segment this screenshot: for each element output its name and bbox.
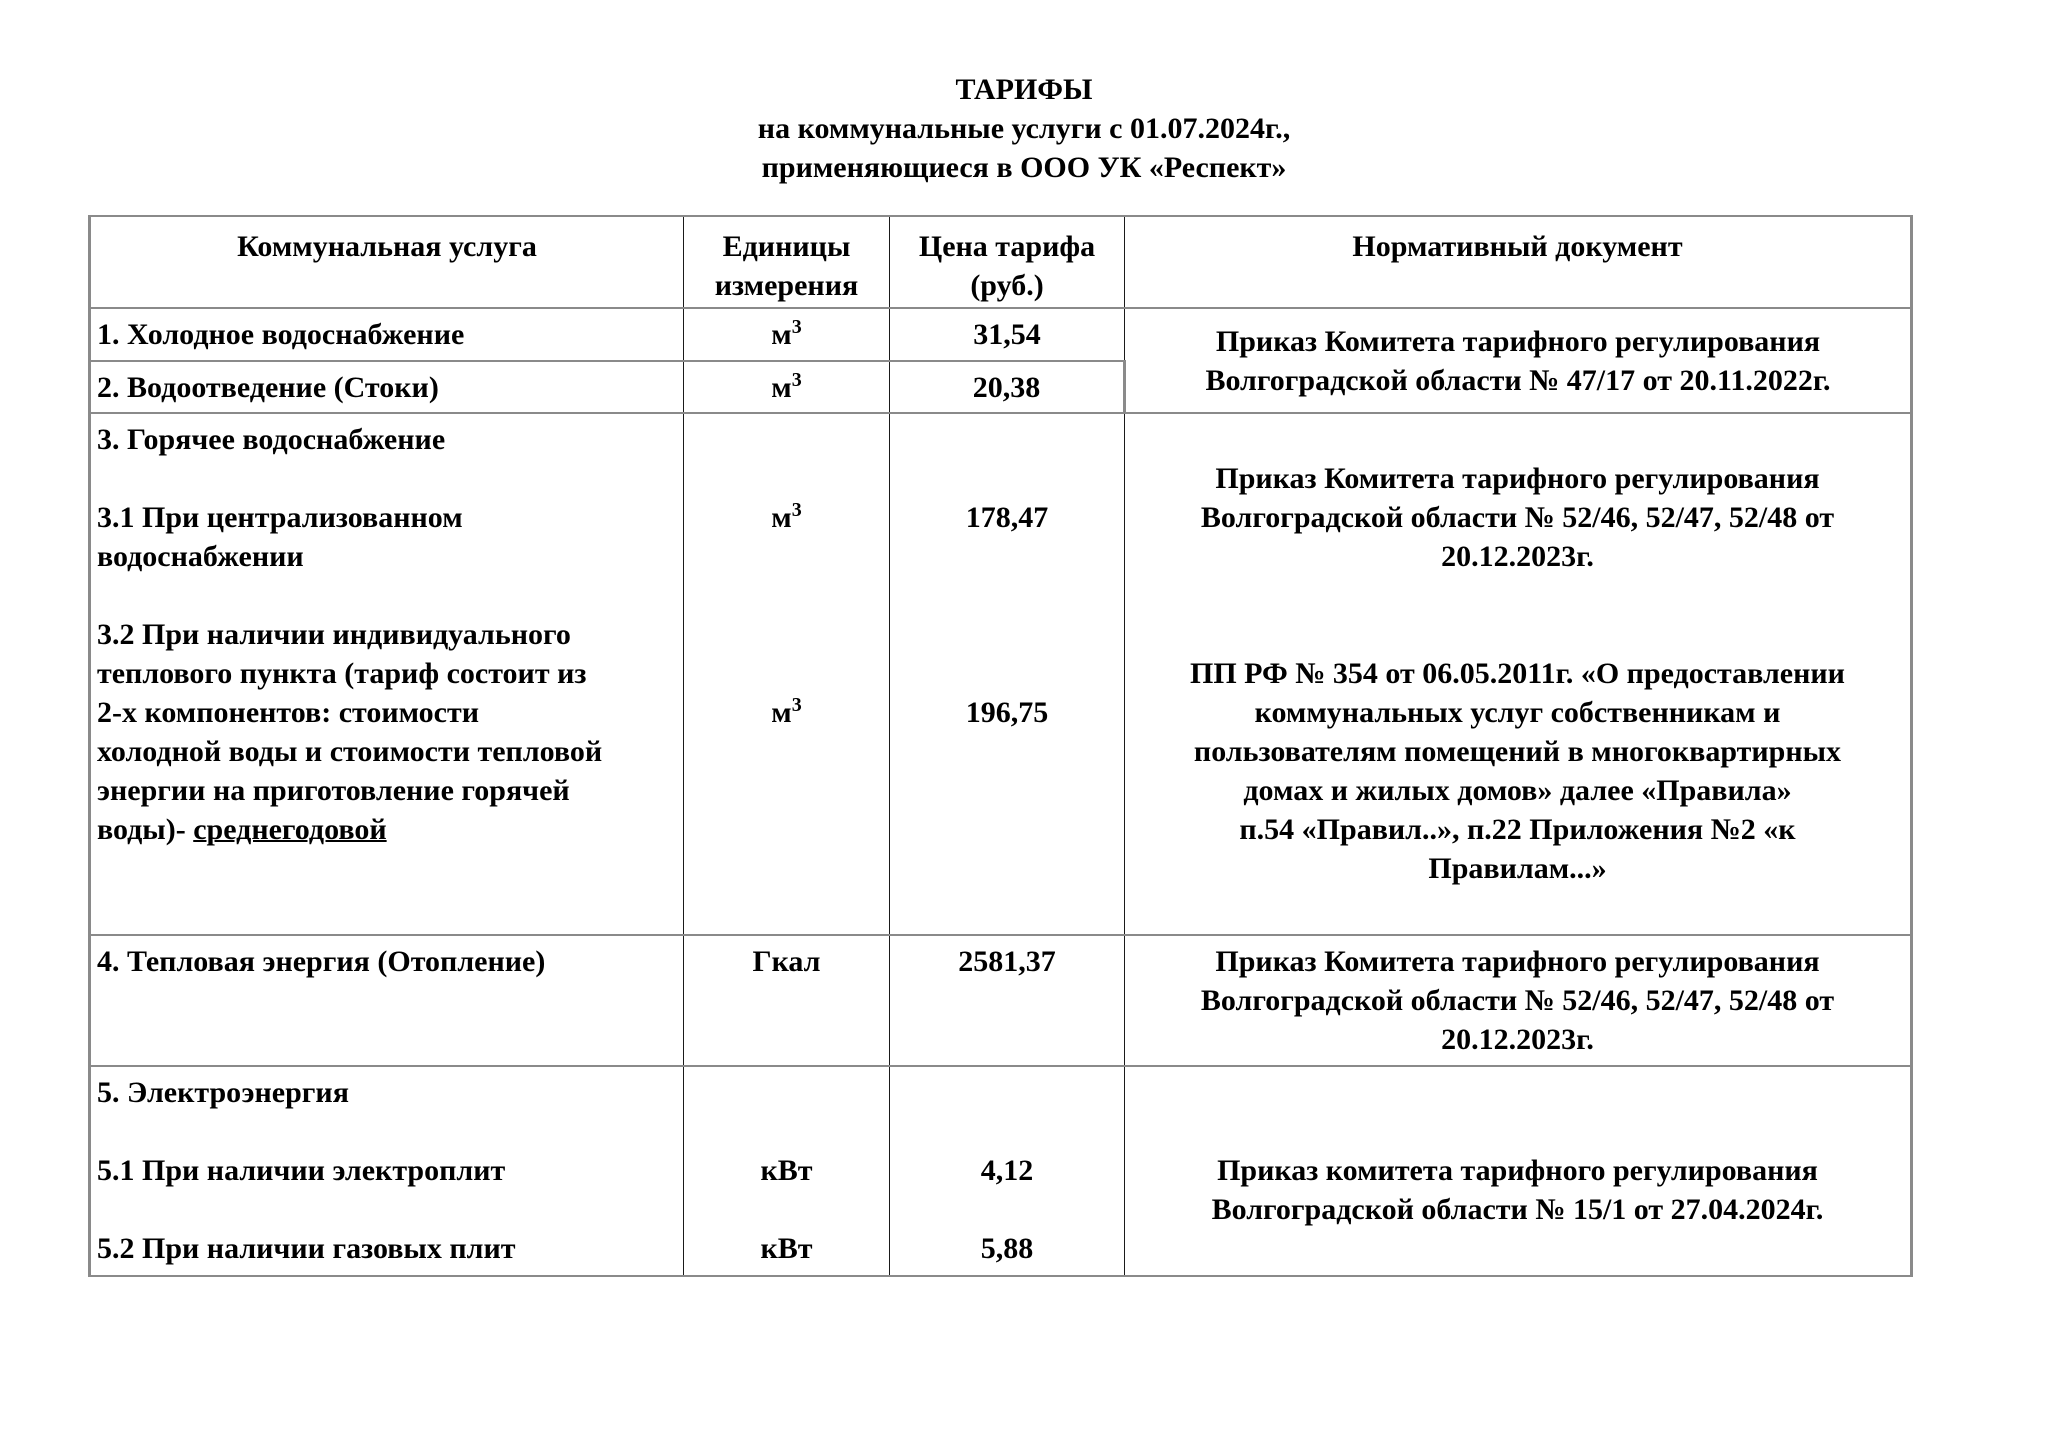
subservice-label: 2-х компонентов: стоимости xyxy=(97,696,480,729)
document-title: ТАРИФЫ xyxy=(955,73,1093,106)
service-cell xyxy=(90,361,684,413)
unit-label: м xyxy=(771,371,792,404)
unit-cell xyxy=(684,1066,890,1276)
document-cell xyxy=(1125,935,1912,1066)
document-line: пользователям помещений в многоквартирных xyxy=(1193,735,1842,768)
price-cell xyxy=(890,935,1125,1066)
price-value: 178,47 xyxy=(965,501,1049,534)
header-document xyxy=(1125,216,1912,308)
unit-cell xyxy=(684,935,890,1066)
document-cell xyxy=(1125,1066,1912,1276)
subservice-label xyxy=(97,810,677,849)
document-title-block xyxy=(0,70,2048,187)
service-cell xyxy=(90,935,684,1066)
service-cell xyxy=(90,1066,684,1276)
document-line: коммунальных услуг собственникам и xyxy=(1254,696,1781,729)
document-line: Приказ комитета тарифного регулирования xyxy=(1217,1154,1818,1187)
header-price-line2: (руб.) xyxy=(970,269,1044,302)
header-unit xyxy=(684,216,890,308)
price-value: 5,88 xyxy=(980,1232,1034,1265)
service-group-title: 5. Электроэнергия xyxy=(97,1076,349,1109)
header-price-line1: Цена тарифа xyxy=(918,230,1096,263)
unit-line xyxy=(690,693,883,732)
document-line: Волгоградской области № 47/17 от 20.11.2022г. xyxy=(1205,363,1831,397)
service-group-title: 3. Горячее водоснабжение xyxy=(97,423,446,456)
subservice-label-prefix: воды)- xyxy=(97,813,194,846)
unit-superscript: 3 xyxy=(791,316,802,338)
unit-label: м xyxy=(771,696,792,729)
subservice-label: энергии на приготовление горячей xyxy=(97,774,570,807)
header-document-label: Нормативный документ xyxy=(1352,230,1683,263)
document-subtitle-line2: применяющиеся в ООО УК «Респект» xyxy=(761,151,1287,184)
table-row-electricity xyxy=(90,1066,1912,1276)
subservice-label: теплового пункта (тариф состоит из xyxy=(97,657,587,690)
price-cell xyxy=(890,413,1125,935)
unit-label: кВт xyxy=(760,1154,813,1187)
service-cell xyxy=(90,413,684,935)
document-line: 20.12.2023г. xyxy=(1441,1023,1594,1056)
document-line: 20.12.2023г. xyxy=(1441,540,1594,573)
document-line: Приказ Комитета тарифного регулирования xyxy=(1215,324,1821,358)
document-line: ПП РФ № 354 от 06.05.2011г. «О предоставлении xyxy=(1190,657,1845,690)
unit-superscript: 3 xyxy=(791,369,802,391)
price-value: 31,54 xyxy=(973,318,1041,351)
document-subtitle-line1: на коммунальные услуги с 01.07.2024г., xyxy=(757,112,1291,145)
service-label: 2. Водоотведение (Стоки) xyxy=(97,371,439,404)
unit-line xyxy=(690,498,883,537)
document-line: Волгоградской области № 52/46, 52/47, 52/48 от xyxy=(1200,984,1835,1017)
header-price xyxy=(890,216,1125,308)
document-line: Приказ Комитета тарифного регулирования xyxy=(1215,945,1820,978)
price-value: 20,38 xyxy=(972,371,1041,404)
unit-cell xyxy=(684,361,890,413)
unit-cell xyxy=(684,413,890,935)
subservice-label: холодной воды и стоимости тепловой xyxy=(97,735,603,768)
unit-superscript: 3 xyxy=(791,694,802,716)
document-line: Приказ Комитета тарифного регулирования xyxy=(1215,462,1820,495)
header-service-label: Коммунальная услуга xyxy=(237,230,537,263)
subservice-label: 3.2 При наличии индивидуального xyxy=(97,618,571,651)
document-cell xyxy=(1125,413,1912,935)
service-label: 4. Тепловая энергия (Отопление) xyxy=(97,945,546,978)
service-label: 1. Холодное водоснабжение xyxy=(97,318,465,351)
underlined-term: среднегодовой xyxy=(193,813,387,846)
document-line: Волгоградской области № 15/1 от 27.04.2024г. xyxy=(1211,1193,1824,1226)
table-header-row xyxy=(90,216,1912,308)
document-line: Правилам...» xyxy=(1428,852,1607,885)
document-cell xyxy=(1125,308,1912,413)
unit-cell xyxy=(684,308,890,361)
subservice-label: 5.1 При наличии электроплит xyxy=(97,1154,506,1187)
header-service xyxy=(90,216,684,308)
unit-label: м xyxy=(771,318,792,351)
unit-label: м xyxy=(771,501,792,534)
subservice-label: водоснабжении xyxy=(97,540,304,573)
unit-superscript: 3 xyxy=(791,499,802,521)
price-value: 2581,37 xyxy=(958,945,1056,978)
table-row-hot-water xyxy=(90,413,1912,935)
price-cell xyxy=(890,308,1125,361)
document-line: п.54 «Правил..», п.22 Приложения №2 «к xyxy=(1239,813,1796,846)
table-row-cold-water xyxy=(90,308,1912,361)
header-unit-line1: Единицы xyxy=(722,230,851,263)
price-cell xyxy=(890,1066,1125,1276)
document-line: Волгоградской области № 52/46, 52/47, 52/48 от xyxy=(1200,501,1835,534)
unit-label: кВт xyxy=(760,1232,813,1265)
tariffs-table xyxy=(88,215,1913,1277)
unit-label: Гкал xyxy=(752,945,821,978)
price-value: 196,75 xyxy=(965,696,1049,729)
price-cell xyxy=(890,361,1125,413)
price-value: 4,12 xyxy=(980,1154,1034,1187)
header-unit-line2: измерения xyxy=(714,269,859,302)
subservice-label: 3.1 При централизованном xyxy=(97,501,463,534)
service-cell xyxy=(90,308,684,361)
document-line: домах и жилых домов» далее «Правила» xyxy=(1243,774,1792,807)
subservice-label: 5.2 При наличии газовых плит xyxy=(97,1232,516,1265)
table-row-heating xyxy=(90,935,1912,1066)
